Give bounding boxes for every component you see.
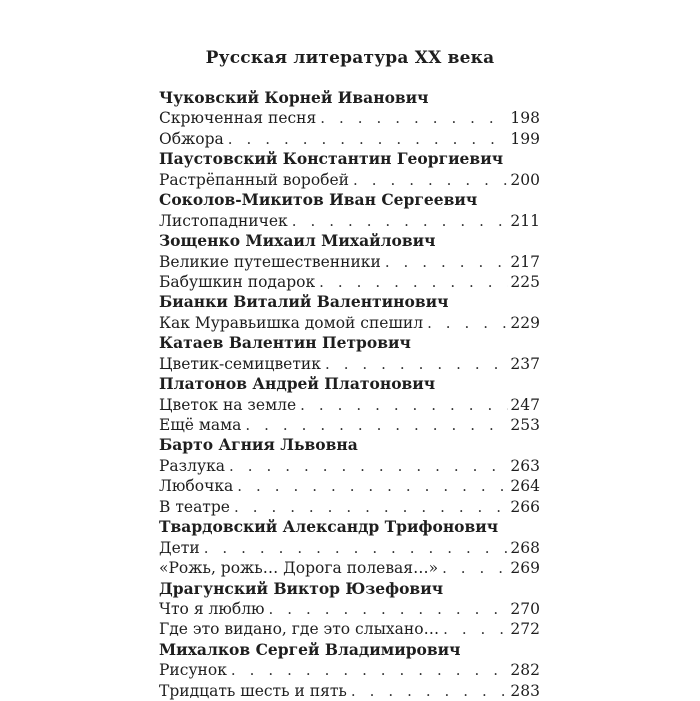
dot-leader <box>439 619 508 639</box>
toc-entry-title: Великие путешественники <box>159 252 381 271</box>
toc-author-heading: Соколов-Микитов Иван Сергеевич <box>159 190 478 210</box>
toc-entry <box>159 129 540 149</box>
toc-author-heading: Михалков Сергей Владимирович <box>159 639 461 659</box>
toc-author-heading: Паустовский Константин Георгиевич <box>159 149 504 169</box>
page-title: Русская литература XX века <box>205 48 495 68</box>
toc-author-heading: Твардовский Александр Трифонович <box>159 517 499 537</box>
toc-entry-title: Что я люблю <box>159 599 265 618</box>
toc-entry-page-number: 282 <box>510 661 540 680</box>
toc-entry-page-number: 247 <box>510 395 540 414</box>
toc-author-heading: Барто Агния Львовна <box>159 435 358 455</box>
toc-entry <box>159 538 540 558</box>
toc-author-heading: Бианки Виталий Валентинович <box>159 292 449 312</box>
toc-entry-page-number: 270 <box>510 599 540 618</box>
toc-entry <box>159 170 540 190</box>
dot-leader <box>349 170 508 190</box>
toc-entry-page-number: 268 <box>510 538 540 557</box>
toc-author-heading: Драгунский Виктор Юзефович <box>159 578 444 598</box>
toc-entry-title: В театре <box>159 497 230 516</box>
dot-leader <box>200 538 508 558</box>
toc-entry-title: «Рожь, рожь… Дорога полевая…» <box>159 559 439 578</box>
toc-entry-page-number: 229 <box>510 313 540 332</box>
dot-leader <box>227 660 508 680</box>
toc-author-heading: Чуковский Корней Иванович <box>159 88 429 107</box>
toc-entry-page-number: 266 <box>510 497 540 516</box>
toc-entry-title: Ещё мама <box>159 416 242 434</box>
toc-entry-title: Растрёпанный воробей <box>159 170 349 189</box>
table-of-contents <box>159 88 540 701</box>
toc-author-heading: Платонов Андрей Платонович <box>159 374 436 394</box>
dot-leader <box>225 456 508 476</box>
toc-entry-title: Где это видано, где это слыхано… <box>159 620 440 639</box>
toc-entry <box>159 313 540 333</box>
toc-entry-title: Цветик-семицветик <box>159 354 321 373</box>
toc-entry-page-number: 217 <box>510 252 540 271</box>
toc-entry-page-number: 263 <box>510 456 540 475</box>
dot-leader <box>316 108 508 128</box>
toc-entry-title: Рисунок <box>159 661 227 680</box>
dot-leader <box>423 313 508 333</box>
dot-leader <box>233 476 508 496</box>
toc-entry-title: Как Муравьишка домой спешил <box>159 313 424 332</box>
toc-entry-page-number: 211 <box>510 211 540 230</box>
dot-leader <box>241 415 508 435</box>
dot-leader <box>288 211 508 231</box>
toc-entry-page-number: 283 <box>510 681 540 700</box>
toc-entry-title: Тридцать шесть и пять <box>159 681 347 700</box>
toc-entry-title: Листопадничек <box>159 211 288 230</box>
toc-entry-page-number: 264 <box>510 477 540 496</box>
toc-entry-page-number: 272 <box>510 620 540 639</box>
toc-entry <box>159 497 540 517</box>
toc-entry <box>159 354 540 374</box>
dot-leader <box>315 272 508 292</box>
toc-entry-title: Дети <box>159 538 200 557</box>
toc-entry-page-number: 253 <box>510 416 540 434</box>
dot-leader <box>296 395 508 415</box>
toc-entry <box>159 395 540 415</box>
toc-entry-title: Скрюченная песня <box>159 109 317 128</box>
dot-leader <box>230 497 508 517</box>
toc-entry-title: Любочка <box>159 477 234 496</box>
toc-entry <box>159 456 540 476</box>
toc-entry <box>159 681 540 701</box>
toc-entry-page-number: 237 <box>510 354 540 373</box>
toc-entry-title: Обжора <box>159 129 224 148</box>
toc-entry-page-number: 199 <box>510 129 540 148</box>
dot-leader <box>381 252 508 272</box>
dot-leader <box>224 129 508 149</box>
toc-entry-page-number: 198 <box>510 109 540 128</box>
toc-entry <box>159 108 540 128</box>
dot-leader <box>438 558 508 578</box>
toc-entry <box>159 252 540 272</box>
toc-entry-title: Цветок на земле <box>159 395 297 414</box>
toc-entry <box>159 272 540 292</box>
dot-leader <box>347 681 508 701</box>
toc-entry <box>159 660 540 680</box>
toc-entry-title: Бабушкин подарок <box>159 272 316 291</box>
dot-leader <box>321 354 508 374</box>
dot-leader <box>265 599 508 619</box>
toc-entry <box>159 619 540 639</box>
toc-entry-page-number: 269 <box>510 559 540 578</box>
toc-entry <box>159 558 540 578</box>
toc-entry <box>159 476 540 496</box>
toc-entry-page-number: 225 <box>510 272 540 291</box>
toc-entry <box>159 211 540 231</box>
toc-author-heading: Зощенко Михаил Михайлович <box>159 231 436 251</box>
toc-entry-title: Разлука <box>159 456 226 475</box>
toc-entry <box>159 599 540 619</box>
toc-entry <box>159 415 540 435</box>
toc-author-heading: Катаев Валентин Петрович <box>159 333 411 353</box>
toc-entry-page-number: 200 <box>510 170 540 189</box>
